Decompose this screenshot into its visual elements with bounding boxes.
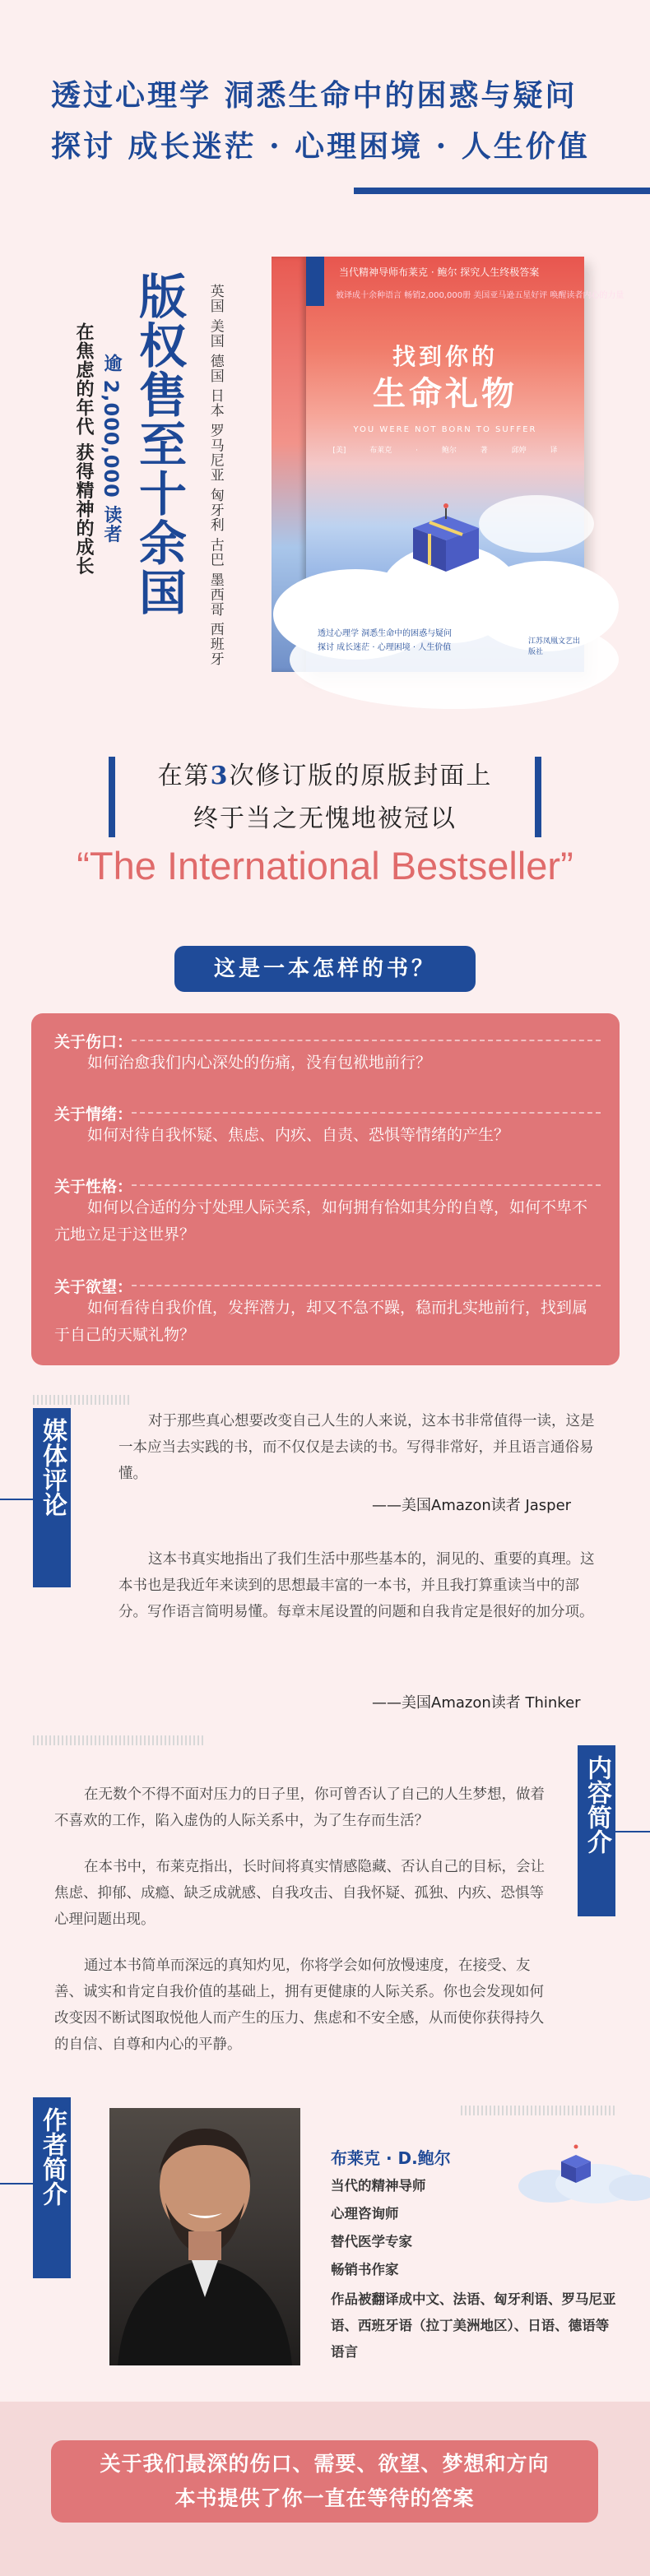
author-tag-text: 作者简介 — [38, 2107, 67, 2206]
edition-number: 3 — [210, 762, 230, 790]
edition-post: 次修订版的原版封面上 — [229, 762, 493, 790]
author-role-2: 心理咨询师 — [331, 2206, 399, 2222]
gift-box-icon — [405, 499, 487, 573]
book-bottom-line-1: 透过心理学 洞悉生命中的困惑与疑问 — [318, 629, 453, 638]
book-corner-tag — [306, 257, 324, 306]
readers-suffix: 读者 — [101, 505, 122, 544]
footer-banner — [51, 2440, 598, 2523]
edition-pre: 在第 — [157, 762, 211, 790]
book-english-title: YOU WERE NOT BORN TO SUFFER — [353, 425, 537, 434]
qa-label-emotion: 关于情绪： — [54, 1105, 133, 1124]
readers-prefix: 逾 — [101, 354, 122, 373]
review-2-text: 这本书真实地指出了我们生活中那些基本的，洞见的、重要的真理。这本书也是我近年来读到的思想最丰富的一本书，并且我打算重读当中的部分。写作语言简明易懂。每章末尾设置的问题和自我肯定是很好的加分项。 — [118, 1551, 595, 1620]
readers-number: 2,000,000 — [100, 379, 123, 498]
hero-readers — [99, 354, 124, 543]
header-line-2: 探讨 成长迷茫 · 心理困境 · 人生价值 — [51, 129, 590, 164]
hero-title: 版权售至十余国 — [131, 271, 187, 617]
edition-bar-left — [109, 757, 115, 837]
bestseller-title: “The International Bestseller” — [77, 844, 573, 887]
hero-anxiety-text: 在焦虑的年代 获得精神的成长 — [73, 322, 94, 576]
author-works: 作品被翻译成中文、法语、匈牙利语、罗马尼亚语、西班牙语（拉丁美洲地区）、日语、德语等语言 — [331, 2291, 616, 2360]
author-role-1: 当代的精神导师 — [331, 2178, 426, 2194]
edition-line-1 — [115, 755, 535, 791]
book-publisher: 江苏凤凰文艺出版社 — [528, 637, 581, 656]
summary-paragraph-2: 在本书中，布莱克指出，长时间将真实情感隐藏、否认自己的目标，会让焦虑、抑郁、成瘾、缺乏成就感、自我攻击、自我怀疑、孤独、内疚、恐惧等心理问题出现。 — [54, 1859, 545, 1928]
author-portrait-icon — [109, 2108, 300, 2365]
book-top-line-2: 被译成十余种语言 畅销2,000,000册 美国亚马逊五星好评 唤醒读者内心的力量 — [336, 291, 624, 300]
book-author-role: 著 — [480, 447, 488, 455]
book-translator: 邱婷 — [511, 447, 527, 455]
footer-line-2: 本书提供了你一直在等待的答案 — [174, 2486, 475, 2510]
summary-paragraph-1: 在无数个不得不面对压力的日子里，你可曾否认了自己的人生梦想，做着不喜欢的工作，陷入虚伪的人际关系中，为了生存而生活？ — [54, 1786, 545, 1829]
author-tag-line — [0, 2183, 33, 2185]
book-bottom-line-2: 探讨 成长迷茫 · 心理困境 · 人生价值 — [318, 643, 452, 652]
media-tag-line — [0, 1499, 33, 1500]
media-tag-text: 媒体评论 — [38, 1418, 67, 1517]
author-tag — [33, 2097, 71, 2278]
media-review-tag — [33, 1408, 71, 1587]
summary-tag-line — [615, 1831, 650, 1832]
book-cover-image — [272, 257, 624, 672]
dots-decoration — [33, 1395, 132, 1405]
review-1-source: ——美国Amazon读者 Jasper — [372, 1497, 572, 1514]
header-divider — [354, 188, 650, 194]
author-role-3: 替代医学专家 — [331, 2234, 412, 2249]
edition-bar-right — [535, 757, 541, 837]
review-1-text: 对于那些真心想要改变自己人生的人来说，这本书非常值得一读，这是一本应当去实践的书，而不仅仅是去读的书。写得非常好，并且语言通俗易懂。 — [118, 1413, 595, 1482]
book-authors — [306, 444, 584, 455]
author-role-4: 畅销书作家 — [331, 2262, 399, 2277]
book-author: [美] 布莱克 · 鲍尔 — [332, 447, 457, 455]
footer-line-1: 关于我们最深的伤口、需要、欲望、梦想和方向 — [100, 2452, 550, 2476]
qa-label-wound: 关于伤口： — [54, 1033, 133, 1051]
qa-question-emotion: 如何对待自我怀疑、焦虑、内疚、自责、恐惧等情绪的产生？ — [87, 1126, 510, 1144]
qa-divider — [132, 1040, 601, 1041]
qa-divider — [132, 1112, 601, 1114]
cloud-shape — [479, 495, 594, 553]
hero-countries: 英国 美国 德国 日本 罗马尼亚 匈牙利 古巴 墨西哥 西班牙 — [207, 284, 224, 667]
book-top-line-1: 当代精神导师布莱克 · 鲍尔 探究人生终极答案 — [339, 266, 540, 278]
book-title-line-2: 生命礼物 — [373, 374, 518, 413]
summary-paragraph-3: 通过本书简单而深远的真知灼见，你将学会如何放慢速度，在接受、友善、诚实和肯定自我价值的基础上，拥有更健康的人际关系。你也会发现如何改变因不断试图取悦他人而产生的压力、焦虑和不安全感，从而使你获得持久的自信、自尊和内心的平静。 — [54, 1957, 544, 2053]
review-2-source: ——美国Amazon读者 Thinker — [372, 1694, 581, 1712]
book-bottom-text — [318, 627, 452, 655]
book-title-line-1: 找到你的 — [392, 343, 498, 370]
cloud-gift-icon — [518, 2138, 650, 2204]
author-photo — [109, 2108, 300, 2365]
qa-divider — [132, 1184, 601, 1186]
author-name: 布莱克 · D.鲍尔 — [331, 2148, 451, 2168]
qa-question-wound: 如何治愈我们内心深处的伤痛，没有包袱地前行？ — [87, 1054, 432, 1072]
qa-question-character: 如何以合适的分寸处理人际关系，如何拥有恰如其分的自尊，如何不卑不亢地立足于这世界？ — [54, 1198, 588, 1244]
summary-tag — [578, 1745, 615, 1916]
dots-decoration — [33, 1735, 206, 1745]
edition-line-2: 终于当之无愧地被冠以 — [193, 804, 457, 833]
book-front — [306, 257, 624, 672]
summary-tag-text: 内容简介 — [583, 1755, 611, 1854]
qa-label-character: 关于性格： — [54, 1178, 133, 1196]
qa-label-desire: 关于欲望： — [54, 1278, 133, 1296]
cloud-shape — [290, 610, 619, 709]
what-book-heading: 这是一本怎样的书？ — [174, 946, 476, 992]
book-translator-role: 译 — [550, 447, 558, 455]
qa-question-desire: 如何看待自我价值，发挥潜力，却又不急不躁，稳而扎实地前行，找到属于自己的天赋礼物？ — [54, 1299, 588, 1344]
dots-decoration — [461, 2106, 617, 2115]
qa-divider — [132, 1285, 601, 1286]
header-line-1: 透过心理学 洞悉生命中的困惑与疑问 — [51, 78, 578, 113]
